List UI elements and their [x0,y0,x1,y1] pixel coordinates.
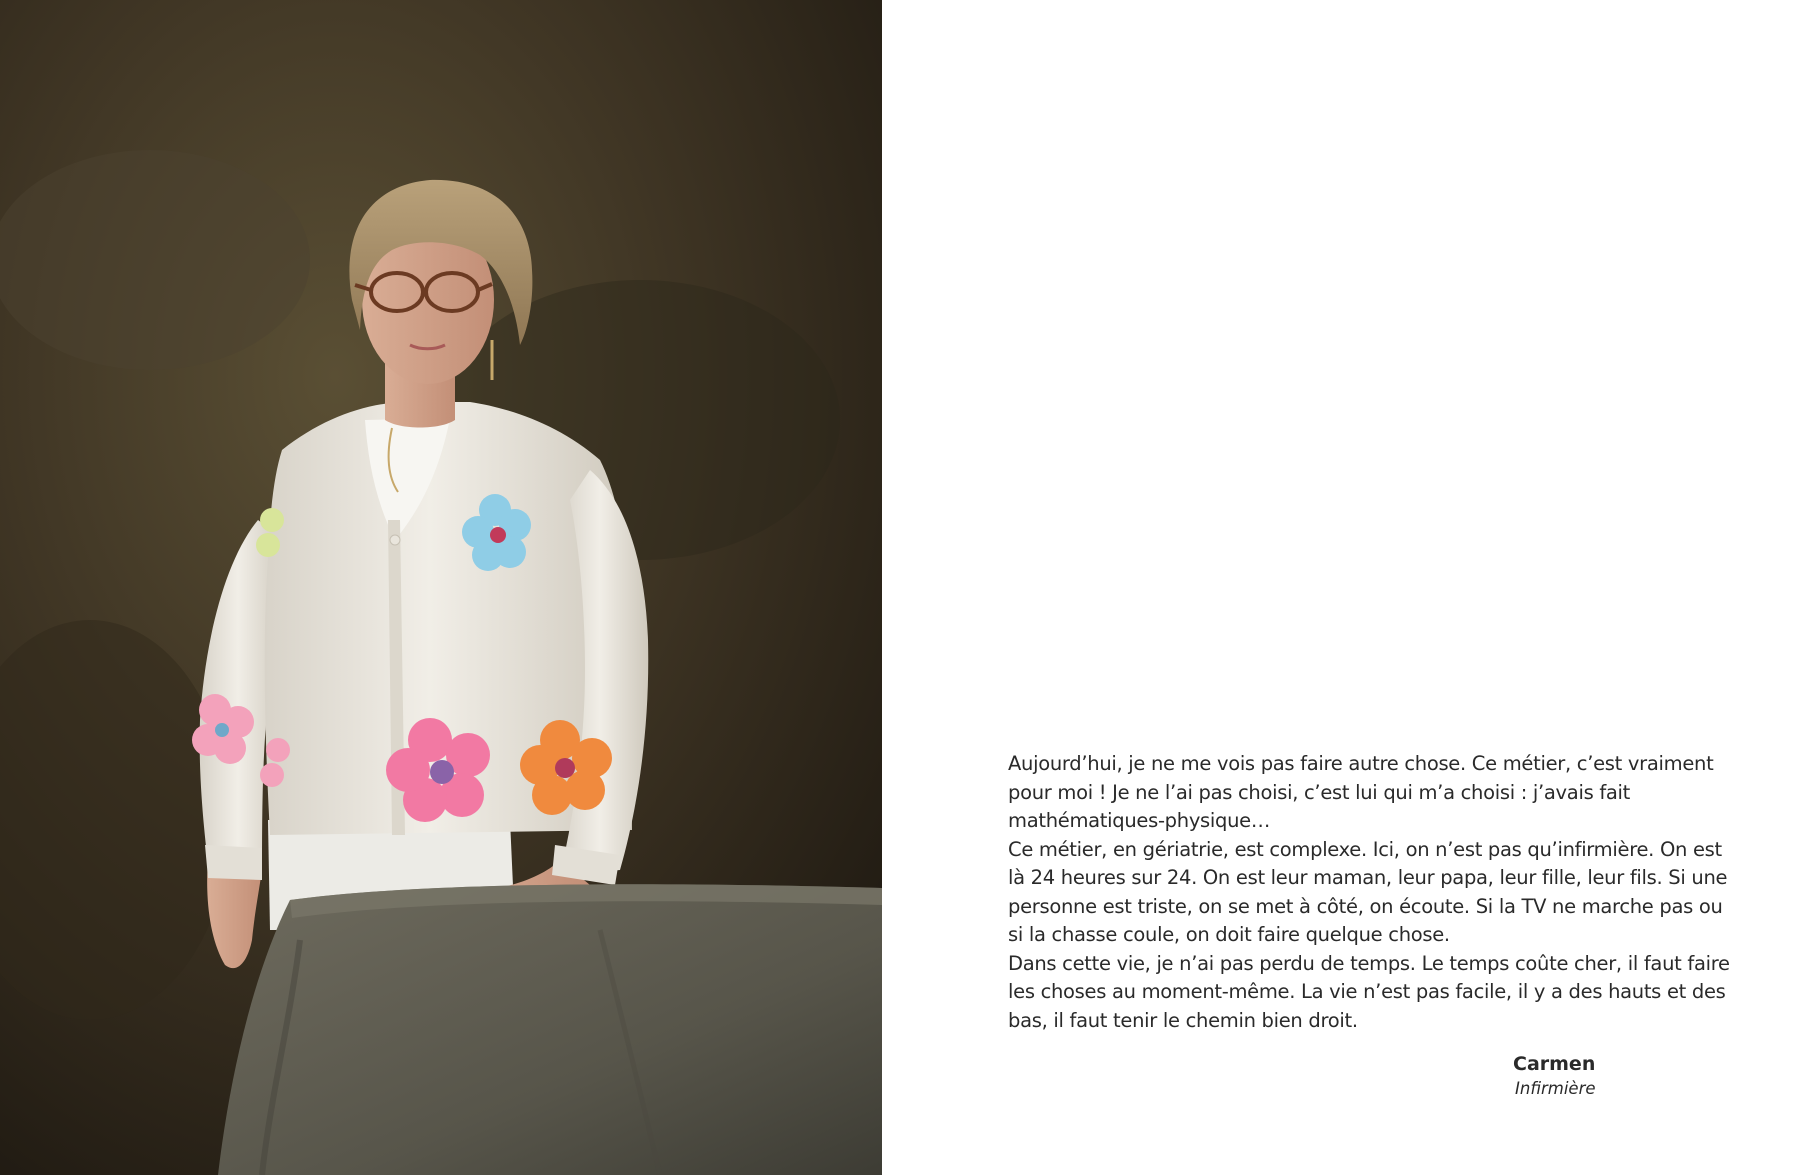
portrait-illustration [0,0,882,1175]
quote-paragraph-1: Aujourd’hui, je ne me vois pas faire autre chose. Ce métier, c’est vraiment pour moi ! Je ne l’ai pas choisi, c’est lui qui m’a choisi : j’avais fait mathématiques-physique… [1008,752,1714,832]
portrait-photo [0,0,882,1175]
person-role: Infirmière [1515,1079,1596,1098]
table [218,884,882,1175]
person-name: Carmen [1513,1053,1596,1075]
text-column [1008,750,1738,1101]
signature-block [1513,1051,1703,1101]
quote-paragraph-2: Ce métier, en gériatrie, est complexe. Ici, on n’est pas qu’infirmière. On est là 24 heures sur 24. On est leur maman, leur papa, leur fille, leur fils. Si une personne est triste, on se met à côté, on écoute. Si la TV ne marche pas ou si la chasse coule, on doit faire quelque chose. [1008,837,1728,946]
quote-paragraph-3: Dans cette vie, je n’ai pas perdu de temps. Le temps coûte cher, il faut faire les choses au moment-même. La vie n’est pas facile, il y a des hauts et des bas, il faut tenir le chemin bien droit. [1008,951,1730,1032]
testimonial-quote [1008,750,1738,1035]
